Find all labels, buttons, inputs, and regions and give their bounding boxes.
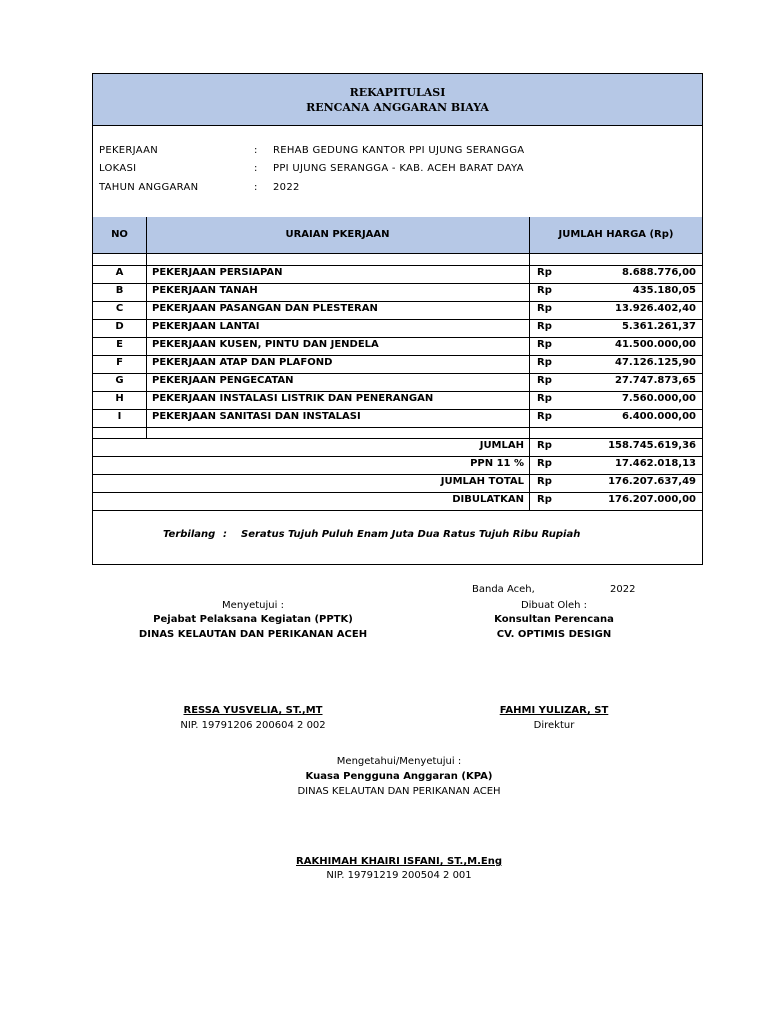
cell-no bbox=[93, 356, 147, 373]
row-no: B bbox=[115, 285, 124, 296]
left-role: Pejabat Pelaksana Kegiatan (PPTK) bbox=[153, 614, 353, 625]
row-uraian: PEKERJAAN SANITASI DAN INSTALASI bbox=[152, 411, 361, 422]
row-no: G bbox=[115, 375, 124, 386]
info-value: REHAB GEDUNG KANTOR PPI UJUNG SERANGGA bbox=[273, 145, 525, 156]
cell-uraian bbox=[146, 410, 530, 427]
cell-no bbox=[93, 320, 147, 337]
left-caption: Menyetujui : bbox=[222, 600, 284, 611]
cell-uraian bbox=[146, 392, 530, 409]
row-no: H bbox=[115, 393, 124, 404]
row-amount: 47.126.125,90 bbox=[615, 357, 696, 368]
title-line1: REKAPITULASI bbox=[349, 86, 446, 99]
cell-no bbox=[93, 392, 147, 409]
row-currency: Rp bbox=[537, 494, 552, 505]
cell-no bbox=[93, 254, 147, 265]
row-uraian: PEKERJAAN PENGECATAN bbox=[152, 375, 294, 386]
row-uraian: PEKERJAAN PERSIAPAN bbox=[152, 267, 283, 278]
row-amount: 8.688.776,00 bbox=[621, 267, 696, 278]
left-org: DINAS KELAUTAN DAN PERIKANAN ACEH bbox=[138, 629, 368, 640]
right-caption: Dibuat Oleh : bbox=[520, 600, 588, 611]
cell-uraian bbox=[146, 302, 530, 319]
table-row bbox=[93, 320, 702, 338]
row-no: F bbox=[116, 357, 123, 368]
row-currency: Rp bbox=[537, 375, 552, 386]
cell-no bbox=[93, 374, 147, 391]
row-currency: Rp bbox=[537, 476, 552, 487]
cell-uraian bbox=[146, 320, 530, 337]
cell-no bbox=[93, 266, 147, 283]
table-row bbox=[93, 284, 702, 302]
cell-uraian bbox=[146, 428, 530, 438]
summary-label: JUMLAH TOTAL bbox=[440, 476, 524, 487]
table-row bbox=[93, 410, 702, 428]
row-uraian: PEKERJAAN KUSEN, PINTU DAN JENDELA bbox=[152, 339, 379, 350]
row-currency: Rp bbox=[537, 357, 552, 368]
table-row bbox=[93, 356, 702, 374]
summary-amount: 176.207.000,00 bbox=[608, 494, 696, 505]
row-uraian: PEKERJAAN PASANGAN DAN PLESTERAN bbox=[152, 303, 378, 314]
row-currency: Rp bbox=[537, 339, 552, 350]
row-amount: 435.180,05 bbox=[632, 285, 696, 296]
header-no: NO bbox=[93, 217, 147, 253]
summary-row-dibulatkan bbox=[93, 493, 702, 511]
cell-uraian bbox=[146, 374, 530, 391]
bottom-org: DINAS KELAUTAN DAN PERIKANAN ACEH bbox=[297, 786, 501, 797]
row-amount: 5.361.261,37 bbox=[621, 321, 696, 332]
title-line2: RENCANA ANGGARAN BIAYA bbox=[306, 101, 489, 114]
summary-row-ppn bbox=[93, 457, 702, 475]
info-colon: : bbox=[254, 145, 258, 156]
row-amount: 6.400.000,00 bbox=[621, 411, 696, 422]
row-uraian: PEKERJAAN ATAP DAN PLAFOND bbox=[152, 357, 333, 368]
left-signer-name: RESSA YUSVELIA, ST.,MT bbox=[183, 705, 323, 716]
info-label: TAHUN ANGGARAN bbox=[99, 182, 199, 193]
summary-label-cell bbox=[93, 475, 530, 492]
row-currency: Rp bbox=[537, 303, 552, 314]
summary-row-total bbox=[93, 475, 702, 493]
bottom-caption: Mengetahui/Menyetujui : bbox=[336, 756, 462, 767]
cell-no bbox=[93, 410, 147, 427]
row-amount: 27.747.873,65 bbox=[615, 375, 696, 386]
info-colon: : bbox=[254, 163, 258, 174]
cell-no bbox=[93, 302, 147, 319]
table-row-blank bbox=[93, 254, 702, 266]
cell-uraian bbox=[146, 338, 530, 355]
sign-year: 2022 bbox=[610, 584, 636, 595]
bottom-signer-name: RAKHIMAH KHAIRI ISFANI, ST.,M.Eng bbox=[296, 856, 502, 867]
header-uraian: URAIAN PKERJAAN bbox=[146, 217, 530, 253]
summary-amount: 158.745.619,36 bbox=[608, 440, 696, 451]
cell-no bbox=[93, 284, 147, 301]
row-uraian: PEKERJAAN LANTAI bbox=[152, 321, 260, 332]
summary-label: PPN 11 % bbox=[470, 458, 524, 469]
info-label: LOKASI bbox=[99, 163, 137, 174]
right-signer-title: Direktur bbox=[533, 720, 575, 731]
table-row bbox=[93, 266, 702, 284]
right-signer-name: FAHMI YULIZAR, ST bbox=[499, 705, 609, 716]
cell-uraian bbox=[146, 266, 530, 283]
row-currency: Rp bbox=[537, 321, 552, 332]
right-org: CV. OPTIMIS DESIGN bbox=[496, 629, 612, 640]
table-row bbox=[93, 302, 702, 320]
summary-amount: 176.207.637,49 bbox=[608, 476, 696, 487]
info-label: PEKERJAAN bbox=[99, 145, 159, 156]
row-currency: Rp bbox=[537, 393, 552, 404]
terbilang-label: Terbilang bbox=[163, 529, 216, 540]
info-value: 2022 bbox=[273, 182, 300, 193]
right-role: Konsultan Perencana bbox=[494, 614, 614, 625]
info-value: PPI UJUNG SERANGGA - KAB. ACEH BARAT DAYA bbox=[273, 163, 524, 174]
row-no: E bbox=[116, 339, 123, 350]
row-currency: Rp bbox=[537, 267, 552, 278]
summary-label-cell bbox=[93, 439, 530, 456]
summary-label-cell bbox=[93, 493, 530, 510]
title-block bbox=[93, 74, 702, 126]
terbilang-value: Seratus Tujuh Puluh Enam Juta Dua Ratus Tujuh Ribu Rupiah bbox=[241, 529, 581, 540]
table-row bbox=[93, 392, 702, 410]
row-uraian: PEKERJAAN TANAH bbox=[152, 285, 258, 296]
cell-no bbox=[93, 428, 147, 438]
summary-amount: 17.462.018,13 bbox=[615, 458, 696, 469]
table-row bbox=[93, 338, 702, 356]
summary-label: JUMLAH bbox=[479, 440, 524, 451]
summary-label-cell bbox=[93, 457, 530, 474]
table-row bbox=[93, 374, 702, 392]
table-header bbox=[93, 217, 702, 254]
bottom-signer-nip: NIP. 19791219 200504 2 001 bbox=[326, 870, 472, 881]
bottom-role: Kuasa Pengguna Anggaran (KPA) bbox=[305, 771, 493, 782]
row-amount: 13.926.402,40 bbox=[615, 303, 696, 314]
cell-uraian bbox=[146, 284, 530, 301]
row-currency: Rp bbox=[537, 285, 552, 296]
row-no: C bbox=[115, 303, 124, 314]
row-no: A bbox=[115, 267, 124, 278]
project-info bbox=[93, 125, 702, 218]
summary-row-jumlah bbox=[93, 439, 702, 457]
cell-no bbox=[93, 338, 147, 355]
header-jumlah: JUMLAH HARGA (Rp) bbox=[558, 229, 674, 240]
row-no: D bbox=[115, 321, 124, 332]
table-row-blank bbox=[93, 428, 702, 439]
summary-label: DIBULATKAN bbox=[452, 494, 524, 505]
cell-uraian bbox=[146, 356, 530, 373]
terbilang-colon: : bbox=[223, 529, 227, 540]
row-no: I bbox=[117, 411, 122, 422]
cell-uraian bbox=[146, 254, 530, 265]
left-signer-nip: NIP. 19791206 200604 2 002 bbox=[180, 720, 326, 731]
row-amount: 7.560.000,00 bbox=[621, 393, 696, 404]
row-amount: 41.500.000,00 bbox=[615, 339, 696, 350]
row-currency: Rp bbox=[537, 411, 552, 422]
row-currency: Rp bbox=[537, 458, 552, 469]
row-currency: Rp bbox=[537, 440, 552, 451]
rab-frame bbox=[92, 73, 703, 565]
sign-place: Banda Aceh, bbox=[472, 584, 535, 595]
row-uraian: PEKERJAAN INSTALASI LISTRIK DAN PENERANGAN bbox=[152, 393, 434, 404]
info-colon: : bbox=[254, 182, 258, 193]
